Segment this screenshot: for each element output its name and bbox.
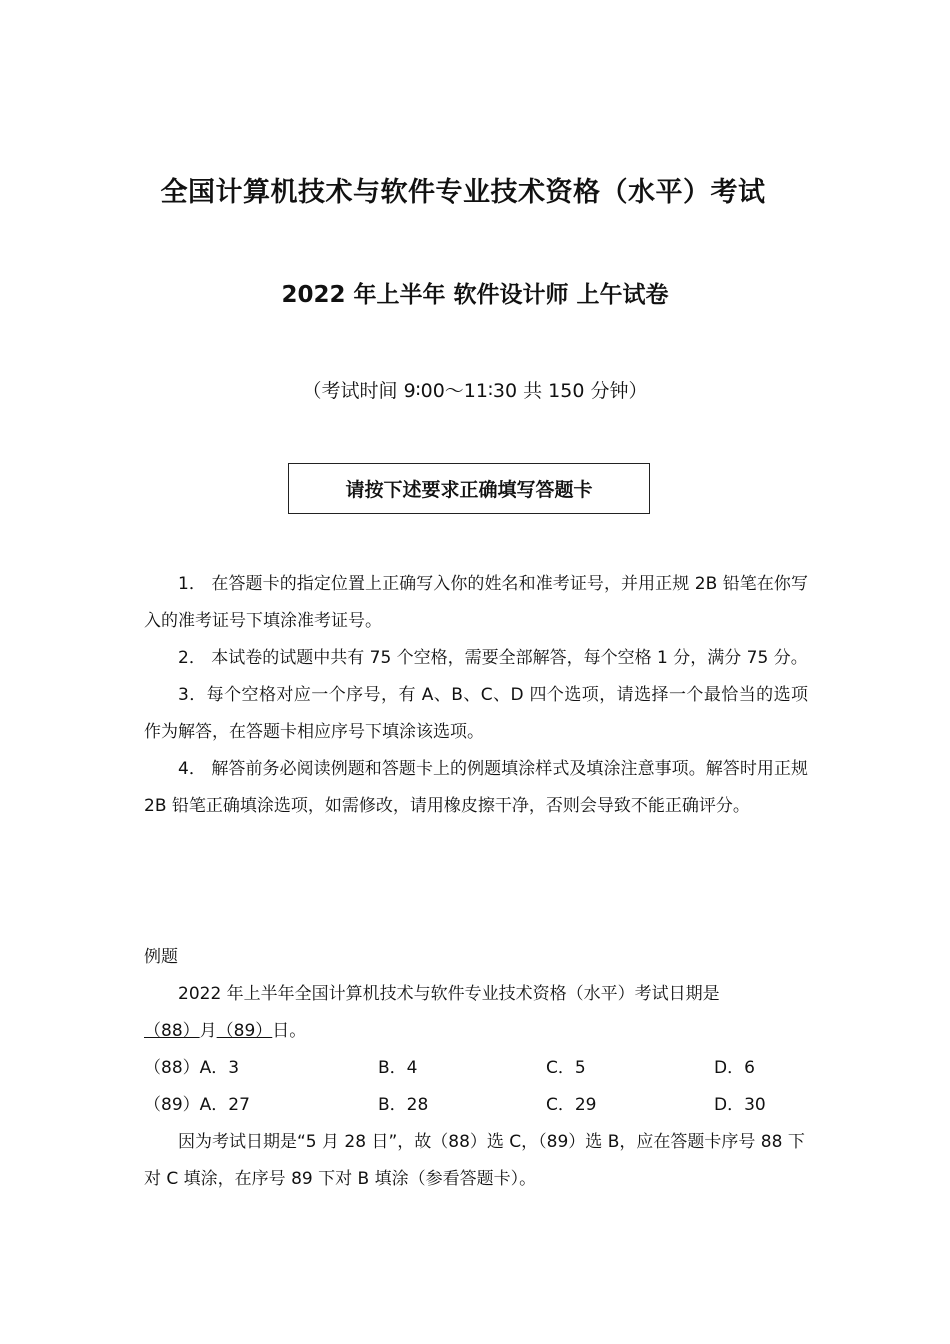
day-label: 日。 xyxy=(272,1021,307,1041)
instruction-item: 4． 解答前务必阅读例题和答题卡上的例题填涂样式及填涂注意事项。解答时用正规 2B 铅笔正确填涂选项，如需修改，请用橡皮擦干净，否则会导致不能正确评分。 xyxy=(144,759,808,816)
example-section xyxy=(144,939,808,1198)
option-89-b: B．28 xyxy=(378,1095,429,1115)
example-question-blanks xyxy=(144,1013,808,1050)
instructions xyxy=(144,566,808,825)
example-explanation: 因为考试日期是“5 月 28 日”，故（88）选 C，（89）选 B，应在答题卡序号 88 下对 C 填涂，在序号 89 下对 B 填涂（参看答题卡）。 xyxy=(144,1132,805,1189)
instruction-item: 2． 本试卷的试题中共有 75 个空格，需要全部解答，每个空格 1 分，满分 75 分。 xyxy=(178,648,808,668)
options-row-89 xyxy=(144,1087,808,1124)
option-89-c: C．29 xyxy=(546,1095,597,1115)
notice-label: 请按下述要求正确填写答题卡 xyxy=(345,479,593,501)
instruction-item: 3．每个空格对应一个序号，有 A、B、C、D 四个选项，请选择一个最恰当的选项作为解答，在答题卡相应序号下填涂该选项。 xyxy=(144,685,808,742)
example-question: 2022 年上半年全国计算机技术与软件专业技术资格（水平）考试日期是 xyxy=(178,984,720,1004)
option-88-d: D．6 xyxy=(714,1058,755,1078)
example-heading: 例题 xyxy=(144,947,178,967)
exam-title: 全国计算机技术与软件专业技术资格（水平）考试 xyxy=(160,177,766,208)
month-label: 月 xyxy=(199,1021,217,1041)
options-row-88 xyxy=(144,1050,808,1087)
option-88-a: （88）A．3 xyxy=(144,1058,240,1078)
answer-card-notice-box xyxy=(288,463,650,514)
option-89-a: （89）A．27 xyxy=(144,1095,250,1115)
blank-89: （89） xyxy=(216,1021,273,1041)
blank-88: （88） xyxy=(144,1021,200,1041)
option-88-c: C．5 xyxy=(546,1058,586,1078)
exam-subtitle: 2022 年上半年 软件设计师 上午试卷 xyxy=(281,282,669,308)
exam-time: （考试时间 9∶00～11∶30 共 150 分钟） xyxy=(302,380,648,402)
option-88-b: B．4 xyxy=(378,1058,418,1078)
option-89-d: D．30 xyxy=(714,1095,766,1115)
instruction-item: 1． 在答题卡的指定位置上正确写入你的姓名和准考证号，并用正规 2B 铅笔在你写入的准考证号下填涂准考证号。 xyxy=(144,574,808,631)
